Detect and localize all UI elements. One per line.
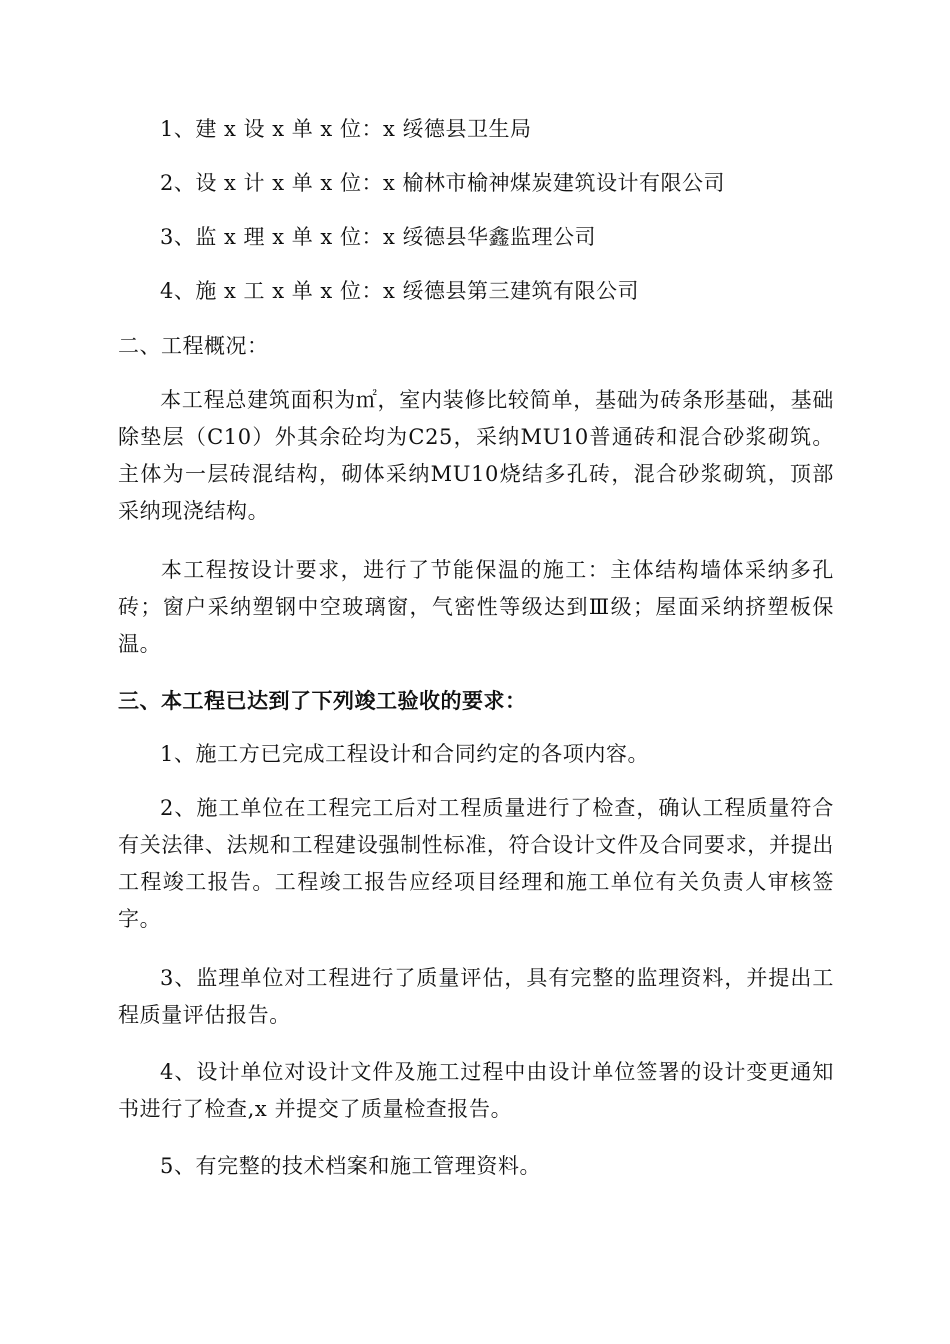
requirement-item-4 (118, 1054, 834, 1128)
supervision-unit-line: 3、监 x 理 x 单 x 位：x 绥德县华鑫监理公司 (160, 225, 596, 249)
construction-unit-line: 1、建 x 设 x 单 x 位：x 绥德县卫生局 (160, 117, 532, 141)
section-3-heading: 三、本工程已达到了下列竣工验收的要求： (118, 688, 527, 713)
overview-paragraph-1 (118, 382, 834, 530)
overview-paragraph-2 (118, 552, 834, 663)
requirement-item-1 (118, 736, 834, 773)
requirement-item-5 (118, 1148, 834, 1185)
requirement-item-5-text: 5、有完整的技术档案和施工管理资料。 (160, 1154, 542, 1178)
overview-paragraph-1-text: 本工程总建筑面积为㎡，室内装修比较简单，基础为砖条形基础，基础除垫层（C10）外其余砼均为C25，采纳MU10普通砖和混合砂浆砌筑。主体为一层砖混结构，砌体采纳MU10烧结多孔砖，混合砂浆砌筑，顶部采纳现浇结构。 (118, 388, 834, 523)
overview-paragraph-2-text: 本工程按设计要求，进行了节能保温的施工：主体结构墙体采纳多孔砖；窗户采纳塑钢中空玻璃窗，气密性等级达到Ⅲ级；屋面采纳挤塑板保温。 (118, 558, 834, 656)
design-unit-line: 2、设 x 计 x 单 x 位：x 榆林市榆神煤炭建筑设计有限公司 (160, 171, 725, 195)
requirement-item-1-text: 1、施工方已完成工程设计和合同约定的各项内容。 (160, 742, 650, 766)
requirement-item-2-text: 2、施工单位在工程完工后对工程质量进行了检查，确认工程质量符合有关法律、法规和工程建设强制性标准，符合设计文件及合同要求，并提出工程竣工报告。工程竣工报告应经项目经理和施工单位有关负责人审核签字。 (118, 796, 834, 931)
requirement-item-3 (118, 960, 834, 1034)
requirement-item-3-text: 3、监理单位对工程进行了质量评估，具有完整的监理资料，并提出工程质量评估报告。 (118, 966, 834, 1027)
requirement-item-2 (118, 790, 834, 938)
section-2-heading: 二、工程概况： (118, 334, 269, 358)
contractor-unit-line: 4、施 x 工 x 单 x 位：x 绥德县第三建筑有限公司 (160, 279, 639, 303)
requirement-item-4-text: 4、设计单位对设计文件及施工过程中由设计单位签署的设计变更通知书进行了检查,x 并提交了质量检查报告。 (118, 1060, 834, 1121)
